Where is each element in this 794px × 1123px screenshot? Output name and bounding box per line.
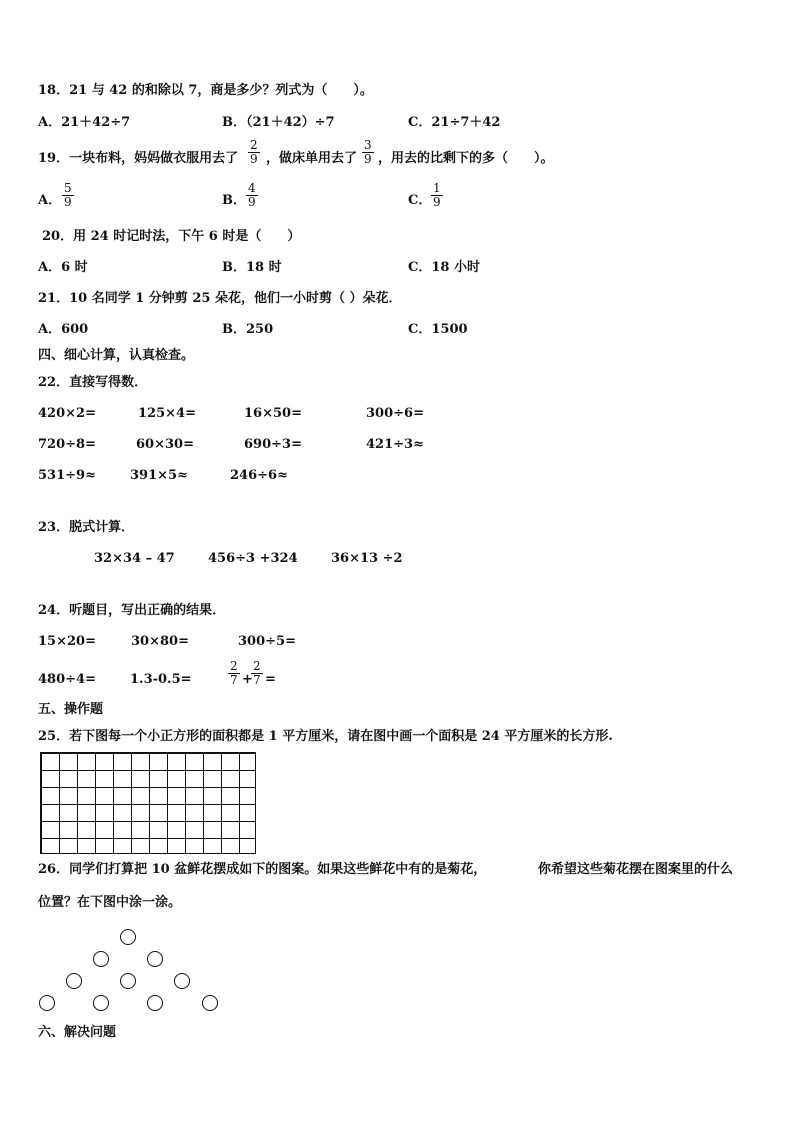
flower-circle[interactable] [93,995,109,1011]
q19-option-a-fraction[interactable] [62,182,74,209]
fraction-numerator: 4 [248,181,256,195]
q20-option-c[interactable]: C．18 小时 [408,260,480,275]
fraction-denominator: 7 [230,673,238,687]
q22-item: 391×5≈ [130,468,188,483]
fraction-denominator: 9 [250,152,258,166]
q19-option-b-label[interactable]: B． [222,193,246,208]
q23-stem: 23．脱式计算． [38,520,135,535]
q24-fraction-a [228,660,240,687]
q19-stem-part1: 19．一块布料，妈妈做衣服用去了 [38,151,239,166]
q24-item: 300÷5= [238,634,296,649]
q24-fraction-b [251,660,263,687]
fraction-denominator: 9 [433,195,441,209]
q19-option-a-label[interactable]: A． [38,193,62,208]
q25-stem: 25．若下图每一个小正方形的面积都是 1 平方厘米，请在图中画一个面积是 24 平方厘米的长方形. [38,729,613,744]
flower-circle[interactable] [120,929,136,945]
q22-item: 125×4= [138,406,196,421]
flower-circle[interactable] [147,951,163,967]
q22-item: 690÷3= [244,437,302,452]
q24-item: 480÷4= [38,672,96,687]
section-6-heading: 六、解决问题 [38,1025,117,1040]
q19-option-c-label[interactable]: C． [408,193,432,208]
section-4-heading: 四、细心计算，认真检查。 [38,348,195,363]
section-5-heading: 五、操作题 [38,702,104,717]
square-grid[interactable] [40,752,256,854]
flower-circle[interactable] [93,951,109,967]
q19-fraction-2-9 [248,139,260,166]
fraction-numerator: 2 [230,659,238,673]
q22-item: 16×50= [244,406,302,421]
q20-stem: 20．用 24 时记时法，下午 6 时是（ ） [42,229,301,244]
q18-option-c[interactable]: C．21÷7＋42 [408,115,501,130]
q22-item: 421÷3≈ [366,437,424,452]
q18-stem: 18．21 与 42 的和除以 7，商是多少？列式为（ ）。 [38,83,373,98]
q24-item: 1.3-0.5= [130,672,192,687]
fraction-numerator: 2 [250,138,258,152]
q22-item: 300÷6= [366,406,424,421]
fraction-denominator: 9 [248,195,256,209]
q18-option-a[interactable]: A．21＋42÷7 [38,115,131,130]
q22-item: 420×2= [38,406,96,421]
flower-circle[interactable] [120,973,136,989]
q24-item: 30×80= [131,634,189,649]
flower-circle[interactable] [66,973,82,989]
q22-stem: 22．直接写得数． [38,375,148,390]
q19-option-c-fraction[interactable] [431,182,443,209]
q19-fraction-3-9 [362,139,374,166]
q26-stem-line2: 位置？在下图中涂一涂。 [38,895,182,910]
q22-item: 720÷8= [38,437,96,452]
q26-stem-line1-a: 26．同学们打算把 10 盆鲜花摆成如下的图案。如果这些鲜花中有的是菊花， [38,862,487,877]
q23-item: 456÷3 +324 [208,551,298,566]
fraction-numerator: 1 [433,181,441,195]
plus-sign: + [242,672,253,687]
q23-item: 32×34 – 47 [94,551,175,566]
q21-option-c[interactable]: C．1500 [408,322,468,337]
q21-option-a[interactable]: A．600 [38,322,89,337]
q20-option-a[interactable]: A．6 时 [38,260,88,275]
q19-stem-part2: ，做床单用去了 [266,151,358,166]
flower-circle[interactable] [147,995,163,1011]
q22-item: 531÷9≈ [38,468,96,483]
q20-option-b[interactable]: B．18 时 [222,260,282,275]
q18-option-b[interactable]: B．（21＋42）÷7 [222,115,335,130]
q26-stem-line1-b: 你希望这些菊花摆在图案里的什么 [538,862,734,877]
q22-item: 60×30= [136,437,194,452]
equals-sign: = [265,672,276,687]
q19-stem-part3: ，用去的比剩下的多（ ）。 [378,151,554,166]
q24-stem: 24．听题目，写出正确的结果． [38,603,226,618]
fraction-denominator: 7 [253,673,261,687]
q24-item: 15×20= [38,634,96,649]
q19-option-b-fraction[interactable] [246,182,258,209]
flower-circle[interactable] [39,995,55,1011]
fraction-numerator: 3 [364,138,372,152]
fraction-denominator: 9 [364,152,372,166]
fraction-numerator: 2 [253,659,261,673]
fraction-denominator: 9 [64,195,72,209]
fraction-numerator: 5 [64,181,72,195]
q21-option-b[interactable]: B．250 [222,322,274,337]
flower-circle[interactable] [174,973,190,989]
flower-circle[interactable] [202,995,218,1011]
q22-item: 246÷6≈ [230,468,288,483]
q23-item: 36×13 ÷2 [331,551,403,566]
q21-stem: 21．10 名同学 1 分钟剪 25 朵花，他们一小时剪（ ）朵花． [38,291,402,306]
